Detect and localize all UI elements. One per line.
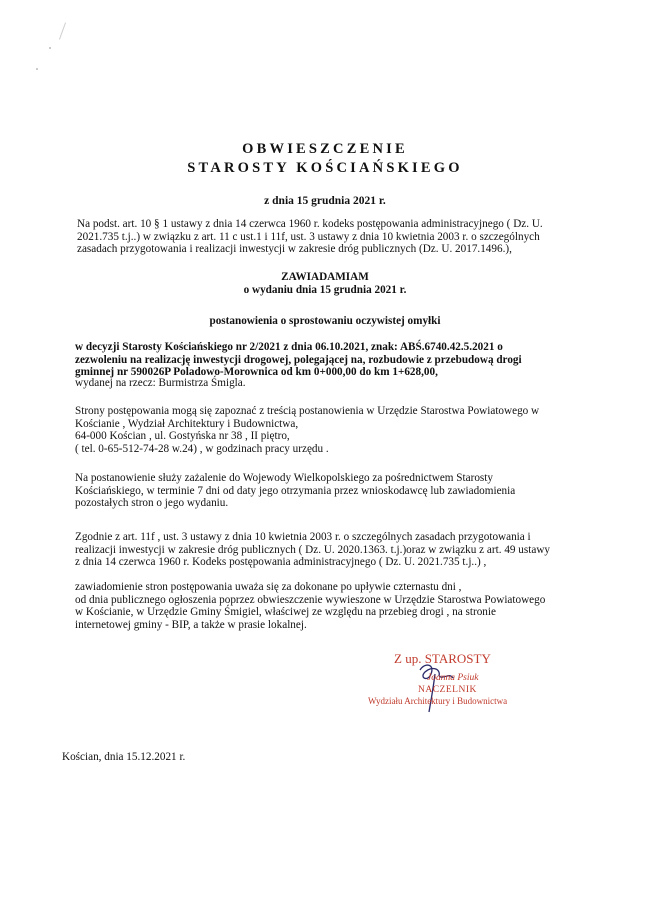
notice-line: w Kościanie, w Urzędzie Gminy Śmigiel, właściwej ze względu na przebieg drogi , na stronie	[75, 606, 496, 619]
decision-line: w decyzji Starosty Kościańskiego nr 2/2021 z dnia 06.10.2021, znak: ABŚ.6740.42.5.2021 o	[75, 341, 503, 353]
legal-basis-line: z dnia 14 czerwca 1960 r. Kodeks postępowania administracyjnego ( Dz. U. 2021.735 t.j..) ,	[75, 556, 487, 569]
intro-line: Na podst. art. 10 § 1 ustawy z dnia 14 czerwca 1960 r. kodeks postępowania administracyjnego ( Dz. U.	[77, 218, 543, 230]
stamp-head: Z up. STAROSTY	[394, 651, 491, 666]
announcement-heading: ZAWIADAMIAM	[281, 271, 369, 283]
document-title-line1: OBWIESZCZENIE	[242, 141, 408, 157]
stamp-department: Wydziału Architektury i Budownictwa	[368, 696, 508, 706]
intro-line: zasadach przygotowania i realizacji inwestycji w zakresie dróg publicznych (Dz. U. 2017.1496.),	[77, 243, 512, 256]
intro-paragraph	[77, 218, 543, 256]
legal-basis-line: Zgodnie z art. 11f , ust. 3 ustawy z dnia 10 kwietnia 2003 r. o szczególnych zasadach przygotowania i	[75, 531, 531, 543]
decision-recipient: wydanej na rzecz: Burmistrza Śmigla.	[75, 377, 246, 389]
notice-line: internetowej gminy - BIP, a także w prasie lokalnej.	[75, 618, 307, 631]
stamp-title: NACZELNIK	[418, 685, 477, 695]
document-title-line2: STAROSTY KOŚCIAŃSKIEGO	[187, 160, 463, 176]
decision-line: zezwoleniu na realizację inwestycji drogowej, polegającej na, rozbudowie z przebudową drogi	[75, 353, 522, 366]
appeal-line: Kościańskiego, w terminie 7 dni od daty jego otrzymania przez wnioskodawcę lub zawiadomienia	[75, 484, 516, 497]
intro-line: 2021.735 t.j..) w związku z art. 11 c ust.1 i 11f, ust. 3 ustawy z dnia 10 kwietnia 2003 r. o szczególnych	[77, 230, 540, 243]
appeal-paragraph	[75, 472, 515, 510]
notice-line: zawiadomienie stron postępowania uważa się za dokonane po upływie czternastu dni ,	[75, 581, 462, 593]
legal-basis-paragraph	[75, 531, 550, 569]
appeal-line: pozostałych stron o jego wydaniu.	[75, 497, 229, 510]
access-line: ( tel. 0-65-512-74-28 w.24) , w godzinach pracy urzędu .	[75, 442, 329, 455]
access-line: 64-000 Kościan , ul. Gostyńska nr 38 , II piętro,	[75, 430, 290, 443]
access-line: Kościanie , Wydział Architektury i Budownictwa,	[75, 417, 299, 430]
access-line: Strony postępowania mogą się zapoznać z treścią postanowienia w Urzędzie Starostwa Powiatowego w	[75, 405, 540, 417]
announcement-subheading: o wydaniu dnia 15 grudnia 2021 r.	[243, 284, 407, 296]
appeal-line: Na postanowienie służy zażalenie do Wojewody Wielkopolskiego za pośrednictwem Starosty	[75, 472, 493, 484]
document-date: z dnia 15 grudnia 2021 r.	[264, 195, 386, 207]
scan-artifact	[49, 47, 51, 49]
legal-basis-line: realizacji inwestycji w zakresie dróg publicznych ( Dz. U. 2020.1363. t.j.)oraz w związku z art. 49 ustawy	[75, 543, 550, 556]
scan-artifact	[36, 68, 38, 70]
stamp-name: Joanna Psiuk	[427, 673, 479, 683]
decision-paragraph	[75, 341, 522, 379]
announcement-subject: postanowienia o sprostowaniu oczywistej omyłki	[209, 315, 441, 327]
notice-line: od dnia publicznego ogłoszenia poprzez obwieszczenie wywieszone w Urzędzie Starostwa Powiatowego	[75, 593, 546, 606]
place-and-date: Kościan, dnia 15.12.2021 r.	[62, 751, 186, 763]
decision-line: gminnej nr 590026P Poladowo-Morownica od km 0+000,00 do km 1+628,00,	[75, 366, 438, 379]
scan-artifact	[59, 22, 66, 39]
notice-paragraph	[75, 581, 545, 631]
access-paragraph	[75, 405, 539, 455]
